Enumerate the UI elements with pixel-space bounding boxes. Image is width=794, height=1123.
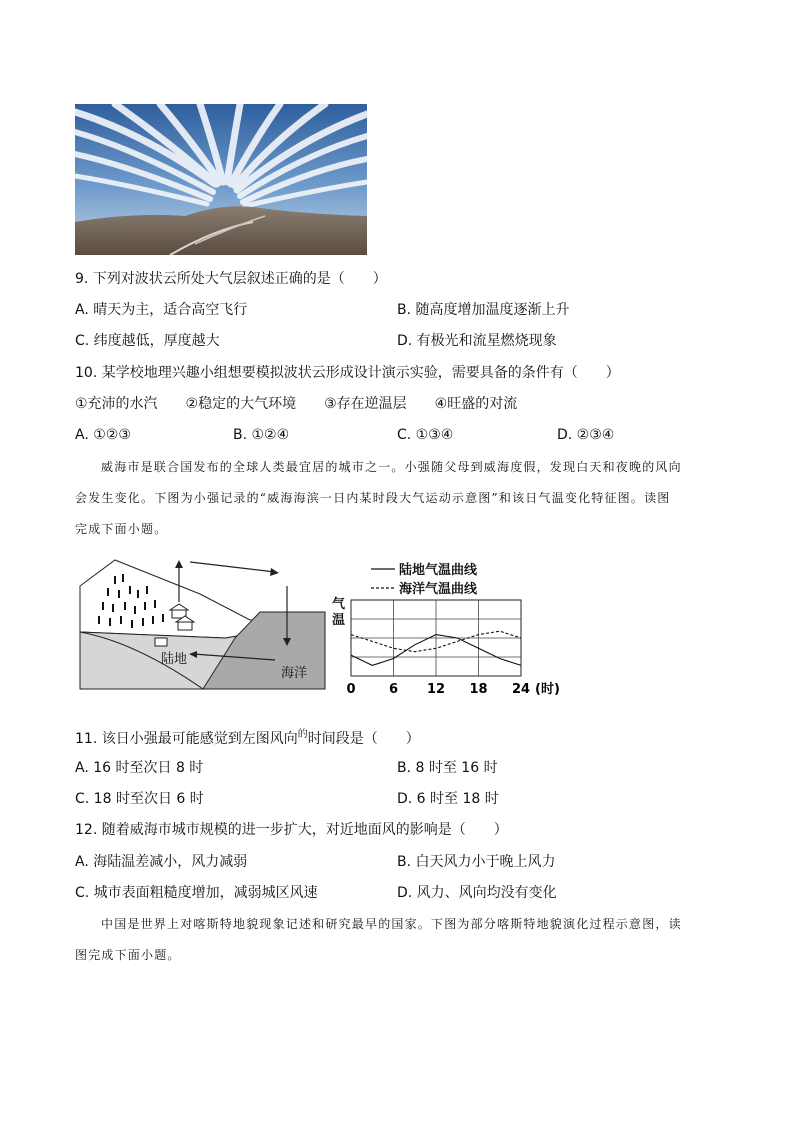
q11-stem-sup: 的 xyxy=(297,729,308,740)
q9-option-d: D. 有极光和流星燃烧现象 xyxy=(397,333,557,349)
passage1-line2: 会发生变化。下图为小强记录的“威海海滨一日内某时段大气运动示意图”和该日气温变化特征图。读图 xyxy=(75,491,671,505)
y-axis-label-2: 温 xyxy=(332,613,346,628)
sea-label: 海洋 xyxy=(281,666,308,681)
passage2-line1: 中国是世界上对喀斯特地貌现象记述和研究最早的国家。下图为部分喀斯特地貌演化过程示意图，读 xyxy=(101,917,682,931)
q10-conditions: ①充沛的水汽 ②稳定的大气环境 ③存在逆温层 ④旺盛的对流 xyxy=(75,396,518,412)
q12-stem: 12. 随着威海市城市规模的进一步扩大，对近地面风的影响是（ ） xyxy=(75,822,508,838)
x-tick-0: 0 xyxy=(346,682,356,697)
passage2-line2: 图完成下面小题。 xyxy=(75,948,181,962)
passage1-line1: 威海市是联合国发布的全球人类最宜居的城市之一。小强随父母到威海度假，发现白天和夜晚的风向 xyxy=(101,460,682,474)
q11-stem xyxy=(75,726,420,748)
q10-option-d: D. ②③④ xyxy=(557,427,615,443)
q11-stem-after: 时间段是（ ） xyxy=(307,731,420,747)
q11-stem-before: 11. 该日小强最可能感觉到左图风向 xyxy=(75,731,298,747)
x-axis-unit: (时) xyxy=(535,682,560,697)
q9-option-c: C. 纬度越低，厚度越大 xyxy=(75,333,220,349)
q10-option-a: A. ①②③ xyxy=(75,427,131,443)
q11-option-a: A. 16 时至次日 8 时 xyxy=(75,760,204,776)
q11-option-d: D. 6 时至 18 时 xyxy=(397,791,499,807)
y-axis-label-1: 气 xyxy=(332,597,346,612)
q12-option-d: D. 风力、风向均没有变化 xyxy=(397,885,557,901)
q10-stem: 10. 某学校地理兴趣小组想要模拟波状云形成设计演示实验，需要具备的条件有（ ） xyxy=(75,365,620,381)
legend-land-label: 陆地气温曲线 xyxy=(399,563,478,578)
wave-cloud-photo xyxy=(75,104,367,255)
q12-option-b: B. 白天风力小于晚上风力 xyxy=(397,854,556,870)
q11-option-c: C. 18 时至次日 6 时 xyxy=(75,791,204,807)
circulation-diagram xyxy=(80,560,325,689)
q9-option-b: B. 随高度增加温度逐渐上升 xyxy=(397,302,570,318)
q9-stem: 9. 下列对波状云所处大气层叙述正确的是（ ） xyxy=(75,271,387,287)
land-label: 陆地 xyxy=(161,652,188,667)
q12-option-a: A. 海陆温差减小，风力减弱 xyxy=(75,854,248,870)
x-tick-18: 18 xyxy=(469,682,488,697)
x-tick-12: 12 xyxy=(426,682,446,697)
q10-option-c: C. ①③④ xyxy=(397,427,454,443)
x-tick-6: 6 xyxy=(388,682,399,697)
temperature-chart xyxy=(332,562,560,697)
x-tick-24: 24 xyxy=(511,682,531,697)
weihai-figure xyxy=(75,556,565,698)
passage1-line3: 完成下面小题。 xyxy=(75,522,168,536)
q9-option-a: A. 晴天为主，适合高空飞行 xyxy=(75,302,248,318)
q11-option-b: B. 8 时至 16 时 xyxy=(397,760,498,776)
legend-sea-label: 海洋气温曲线 xyxy=(399,582,478,597)
q12-option-c: C. 城市表面粗糙度增加，减弱城区风速 xyxy=(75,885,318,901)
q10-option-b: B. ①②④ xyxy=(233,427,290,443)
